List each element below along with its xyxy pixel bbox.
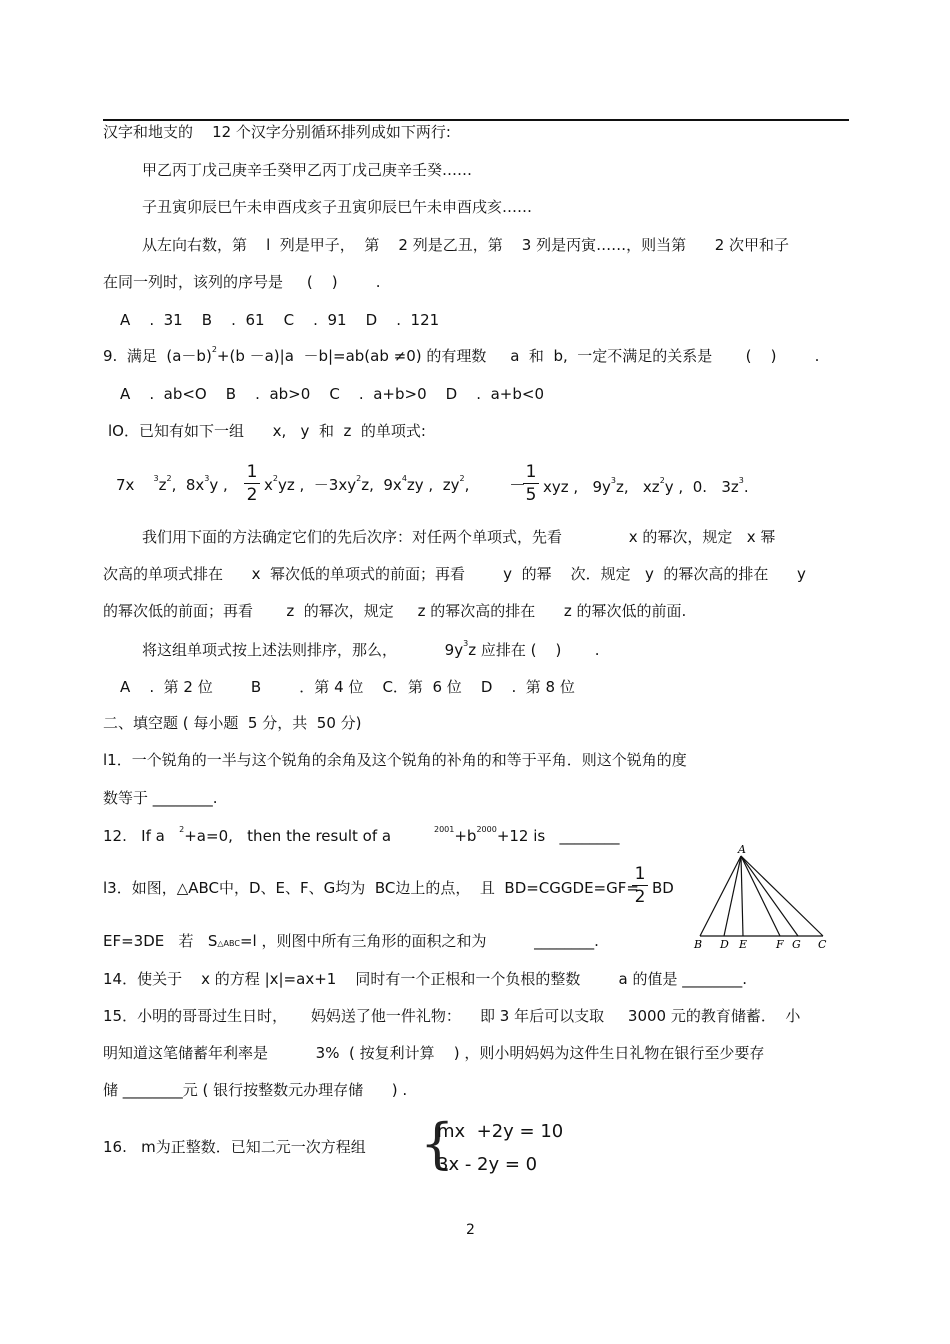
segment-ag — [741, 856, 798, 936]
label-e: E — [739, 938, 748, 951]
question-15: 15．小明的哥哥过生日时， 妈妈送了他一件礼物： 即 3 年后可以支取 3000 元的教育储蓄． 小 — [103, 1007, 801, 1025]
system-brace: { — [420, 1112, 455, 1175]
options-q9: A . ab<O B . ab>0 C . a+b>0 D . a+b<0 — [120, 385, 544, 403]
question-10: lO．已知有如下一组 x, y 和 z 的单项式: — [108, 422, 426, 440]
text-line: 的幂次低的前面；再看 z 的幂次，规定 z 的幂次高的排在 z 的幂次低的前面. — [103, 602, 687, 620]
segment-af — [741, 856, 780, 936]
equation-2: 3x - 2y = 0 — [437, 1154, 538, 1175]
question-14: 14．使关于 x 的方程 |x|=ax+1 同时有一个正根和一个负根的整数 a 的值是 ________. — [103, 970, 748, 988]
fraction-one-fifth: 1 5 — [523, 462, 539, 505]
text-line: 子丑寅卯辰巳午未申酉戌亥子丑寅卯辰巳午未申酉戌亥…… — [142, 198, 533, 216]
minus-sign: － — [509, 476, 526, 496]
label-b: B — [694, 938, 703, 951]
label-f: F — [776, 938, 784, 951]
question-9: 9. 满足 $(a-b)^2+(b -a)|a -b|=ab(ab \ne 0)$ 的有理数 a 和 b, 一定不满足的关系是 ( ) . — [103, 345, 820, 365]
section-heading: 二、填空题 ( 每小题 5 分，共 50 分) — [103, 714, 362, 732]
label-a: A — [738, 843, 746, 856]
question-12: 12. If a $^2$+a=0, then the result of a $^{2001}+b^{2000}+12$ is ________ — [103, 825, 620, 845]
text-line: 次高的单项式排在 x 幂次低的单项式的前面；再看 y 的幂 次．规定 y 的幂次高的排在 y — [103, 565, 806, 583]
question-13-cont: EF=3DE 若 S△ABC=l ，则图中所有三角形的面积之和为 ________. — [103, 932, 599, 950]
question-11-cont: 数等于 ________. — [103, 789, 218, 807]
question-11: l1．一个锐角的一半与这个锐角的余角及这个锐角的补角的和等于平角．则这个锐角的度 — [103, 751, 687, 769]
text-line: 将这组单项式按上述法则排序，那么， $9y^3z$ 应排在 ( ) . — [142, 639, 600, 659]
text-line: 汉字和地支的 12 个汉字分别循环排列成如下两行: — [103, 123, 451, 141]
monomials-part3: xyz , $9y^3z$, $xz^2y$ , 0. $3z^3$. — [543, 476, 749, 496]
text-line: 甲乙丙丁戊己庚辛壬癸甲乙丙丁戊己庚辛壬癸…… — [142, 161, 473, 179]
header-rule — [103, 119, 849, 121]
question-13-bd: BD — [652, 879, 674, 897]
segment-ae — [741, 856, 743, 936]
monomials-part1: 7x $^3z^2$, $8x^3y$ , — [116, 474, 228, 494]
segment-ad — [724, 856, 741, 936]
text-line: 在同一列时，该列的序号是 ( ) . — [103, 273, 381, 291]
options-q10: A . 第 2 位 B ．第 4 位 C．第 6 位 D . 第 8 位 — [120, 678, 575, 696]
segment-ab — [700, 856, 741, 936]
label-g: G — [792, 938, 801, 951]
question-15-cont: 储 ________元 ( 银行按整数元办理存储 ) . — [103, 1081, 408, 1099]
question-15-cont: 明知道这笔储蓄年利率是 3% ( 按复利计算 ) ，则小明妈妈为这件生日礼物在银行至少要存 — [103, 1044, 765, 1062]
segment-ac — [741, 856, 823, 936]
monomials-part2: $x^2yz$ , $-3xy^2z$, $9x^4zy$ , $zy^2$, — [264, 474, 470, 494]
fraction-one-half-q13: 1 2 — [632, 864, 648, 907]
options-q8: A . 31 B . 61 C . 91 D . 121 — [120, 311, 440, 329]
equation-1: mx +2y = 10 — [437, 1121, 564, 1142]
label-c: C — [818, 938, 827, 951]
label-d: D — [720, 938, 729, 951]
question-13: l3．如图，△ABC中，D、E、F、G均为 BC边上的点， 且 BD=CGGDE=GF= — [103, 879, 639, 897]
fraction-one-half: 1 2 — [244, 462, 260, 505]
question-16: 16. m为正整数．已知二元一次方程组 — [103, 1138, 366, 1156]
page-number: 2 — [466, 1222, 475, 1238]
text-line: 从左向右数，第 l 列是甲子， 第 2 列是乙丑，第 3 列是丙寅……，则当第 2 次甲和子 — [142, 236, 790, 254]
triangle-figure — [688, 840, 838, 952]
text-line: 我们用下面的方法确定它们的先后次序：对任两个单项式，先看 x 的幂次，规定 x 幂 — [142, 528, 776, 546]
